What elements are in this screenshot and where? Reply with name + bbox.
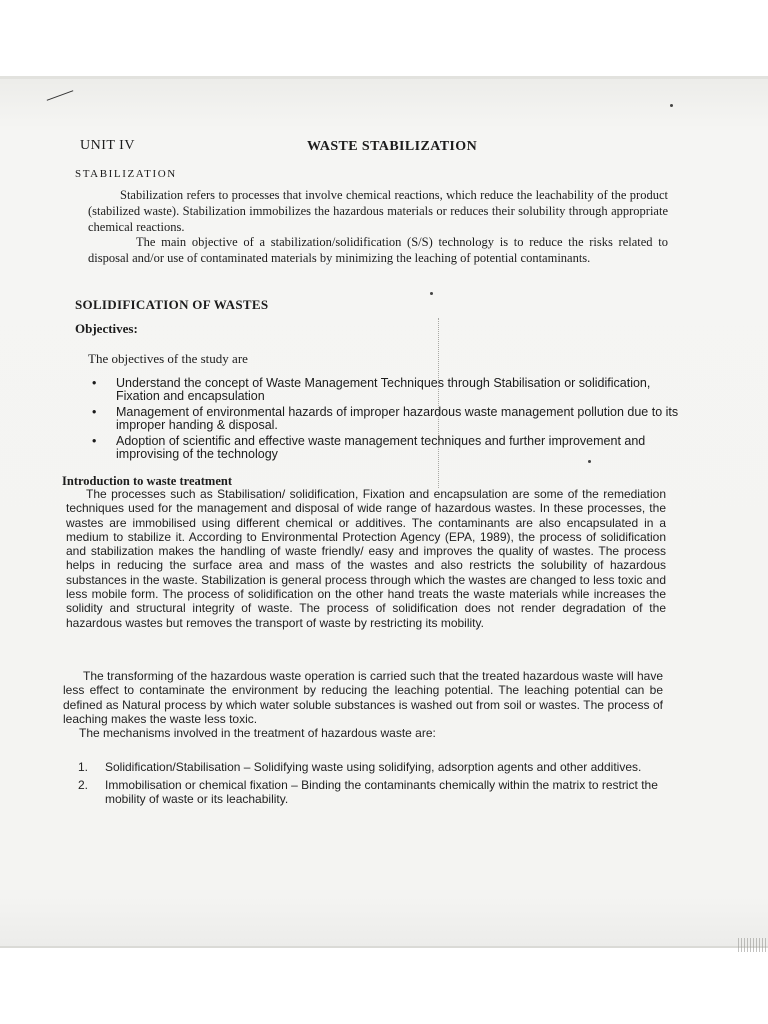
stabilization-heading: STABILIZATION [75,168,177,180]
scan-speck [430,292,433,295]
page-top-edge [0,76,768,79]
introduction-body [66,487,666,630]
list-item [78,778,676,806]
list-item: • Adoption of scientific and effective waste management techniques and further improvement and improvising of the technology [90,435,680,461]
introduction-paragraph-1: The processes such as Stabilisation/ solidification, Fixation and encapsulation are some of the remediation techniques used for the management and disposal of wide range of hazardous wastes. In these processes, the wastes are immobilised using different chemical or additives. The contaminants are also encapsulated in a medium to stabilize it. According to Environmental Protection Agency (EPA, 1989), the process of solidification and stabilization makes the handling of waste friendly/ easy and improves the quality of wastes. The process helps in reducing the surface area and mass of the wastes and also restricts the solubility of hazardous substances in the waste. Stabilization is general process through which the wastes are changed to less toxic and less mobile form. The process of solidification on the other hand treats the waste materials while increases the solidity and structural integrity of waste. The process of solidification does not render degradation of the hazardous wastes but removes the transport of waste by restricting its mobility. [66,487,666,630]
item-text: Immobilisation or chemical fixation – Binding the contaminants chemically within the matrix to restrict the mobility of waste or its leachability. [105,778,658,806]
stabilization-paragraph-2: The main objective of a stabilization/solidification (S/S) technology is to reduce the risks related to disposal and/or use of contaminated materials by minimizing the leaching of potential contaminants. [88,235,668,265]
solidification-heading: SOLIDIFICATION OF WASTES [75,297,269,312]
mechanisms-list [78,760,676,810]
objectives-list [90,377,680,464]
item-number: 1. [78,760,89,774]
list-item [78,760,676,774]
unit-label: UNIT IV [80,138,135,153]
item-number: 2. [78,778,89,792]
leaching-paragraph: The transforming of the hazardous waste operation is carried such that the treated hazardous waste will have less effect to contaminate the environment by reducing the leaching potential. The leaching potential can be defined as Natural process by which water soluble substances is washed out from soil or wastes. The process of leaching makes the waste less toxic. [63,669,663,726]
list-item: • Understand the concept of Waste Management Techniques through Stabilisation or solidification, Fixation and encapsulation [90,377,680,403]
introduction-heading: Introduction to waste treatment [62,474,233,488]
stabilization-paragraph-1: Stabilization refers to processes that involve chemical reactions, which reduce the leachability of the product (stabilized waste). Stabilization immobilizes the hazardous materials or reduces their solubility through appropriate chemical reactions. [88,188,668,234]
scan-speck [670,104,673,107]
item-text: Solidification/Stabilisation – Solidifying waste using solidifying, adsorption agents and other additives. [105,760,642,774]
list-item: • Management of environmental hazards of improper hazardous waste management pollution due to its improper handing & disposal. [90,406,680,432]
objectives-intro: The objectives of the study are [88,351,248,366]
mechanisms-intro: The mechanisms involved in the treatment of hazardous waste are: [79,726,436,741]
scan-corner-artifact [738,938,768,952]
page-bottom-edge [0,946,768,948]
page-title: WASTE STABILIZATION [307,139,478,154]
objectives-label: Objectives: [75,321,138,336]
leaching-body [63,669,663,740]
